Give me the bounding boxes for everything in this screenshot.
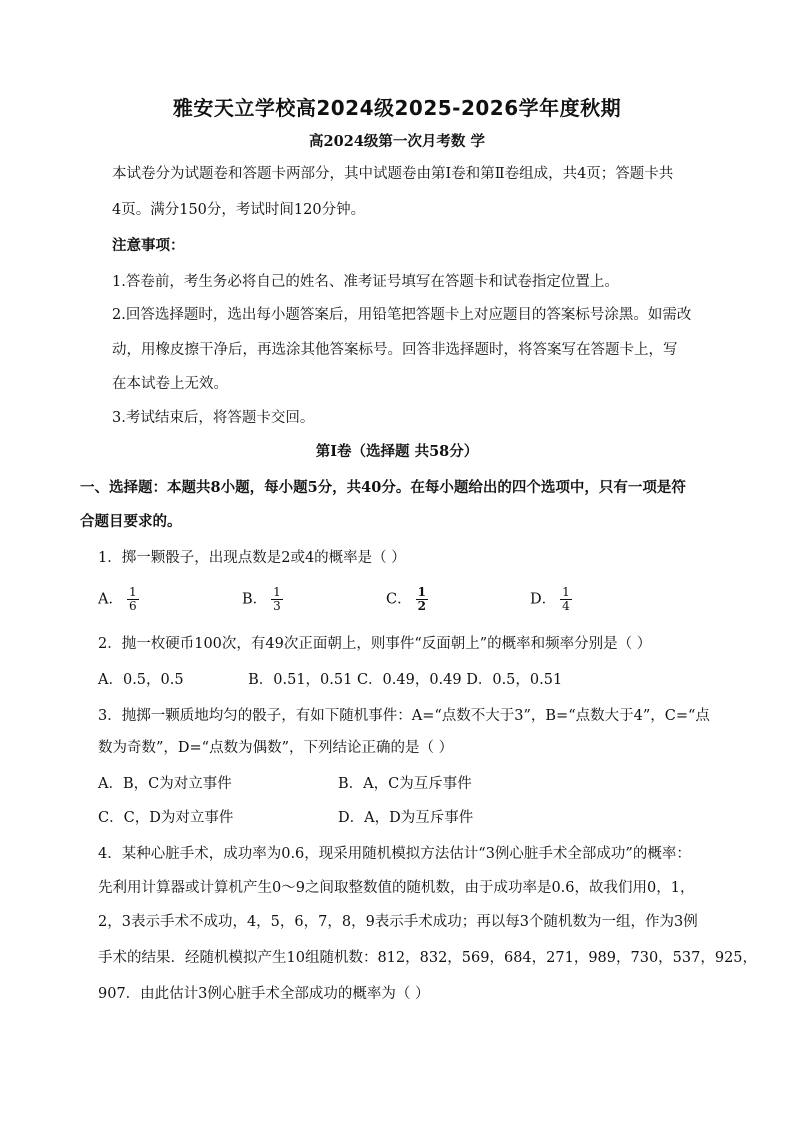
option-label: D． — [530, 591, 557, 608]
option-label: C． — [386, 591, 412, 608]
question-4-line-4: 手术的结果．经随机模拟产生10组随机数：812，832，569，684，271，989，730，537，925， — [98, 950, 758, 966]
intro-line-2: 4页。满分150分，考试时间120分钟。 — [112, 202, 366, 218]
question-1-option-d — [530, 586, 572, 613]
question-2-stem: 2．抛一枚硬币100次，有49次正面朝上，则事件“反面朝上”的概率和频率分别是（ ） — [98, 636, 652, 652]
intro-line-1: 本试卷分为试题卷和答题卡两部分，其中试题卷由第Ⅰ卷和第Ⅱ卷组成，共4页；答题卡共 — [112, 166, 674, 182]
question-4-line-3: 2，3表示手术不成功，4，5，6，7，8，9表示手术成功；再以每3个随机数为一组，作为3例 — [98, 914, 698, 930]
question-3-option-c: C．C，D为对立事件 — [98, 810, 234, 826]
question-1-option-b — [242, 586, 283, 613]
exam-title: 雅安天立学校高2024级2025-2026学年度秋期 — [172, 96, 622, 120]
notice-item-1: 1.答卷前，考生务必将自己的姓名、准考证号填写在答题卡和试卷指定位置上。 — [112, 274, 619, 290]
fraction: $\frac{1}{4}$ — [562, 585, 570, 613]
question-1-option-a — [98, 586, 139, 613]
notice-item-2-line-3: 在本试卷上无效。 — [112, 376, 228, 392]
question-1-option-c — [386, 586, 428, 613]
notice-item-2-line-2: 动，用橡皮擦干净后，再选涂其他答案标号。回答非选择题时，将答案写在答题卡上，写 — [112, 342, 678, 358]
part-one-heading-line-1: 一、选择题：本题共8小题，每小题5分，共40分。在每小题给出的四个选项中，只有一项是符 — [80, 479, 686, 496]
question-3-option-a: A．B，C为对立事件 — [98, 776, 232, 792]
fraction: $\frac{1}{2}$ — [417, 585, 426, 613]
question-1-stem: 1．掷一颗骰子，出现点数是2或4的概率是（ ） — [98, 550, 406, 566]
fraction: $\frac{1}{6}$ — [128, 585, 137, 613]
notice-heading: 注意事项： — [112, 237, 185, 254]
question-3-stem-line-1: 3．抛掷一颗质地均匀的骰子，有如下随机事件：A=“点数不大于3”，B=“点数大于4”，C=“点 — [98, 708, 710, 724]
option-label: B． — [242, 591, 268, 608]
question-3-option-d: D．A，D为互斥事件 — [338, 810, 474, 826]
option-label: A． — [98, 591, 123, 608]
question-3-stem-line-2: 数为奇数”，D=“点数为偶数”，下列结论正确的是（ ） — [98, 740, 454, 756]
question-4-line-5: 907．由此估计3例心脏手术全部成功的概率为（ ） — [98, 986, 430, 1002]
question-3-option-b: B．A，C为互斥事件 — [338, 776, 472, 792]
notice-item-2-line-1: 2.回答选择题时，选出每小题答案后，用铅笔把答题卡上对应题目的答案标号涂黑。如需改 — [112, 307, 692, 323]
question-4-line-1: 4．某种心脏手术，成功率为0.6，现采用随机模拟方法估计“3例心脏手术全部成功”的概率： — [98, 846, 691, 862]
exam-subtitle: 高2024级第一次月考数 学 — [309, 133, 485, 150]
section-title: 第Ⅰ卷（选择题 共58分） — [315, 443, 479, 460]
part-one-heading-line-2: 合题目要求的。 — [80, 513, 182, 530]
question-4-line-2: 先利用计算器或计算机产生0～9之间取整数值的随机数，由于成功率是0.6，故我们用0，1， — [98, 880, 695, 896]
notice-item-3: 3.考试结束后，将答题卡交回。 — [112, 410, 315, 426]
question-2-options: A．0.5，0.5 B．0.51，0.51 C．0.49，0.49 D．0.5，0.51 — [98, 672, 563, 688]
fraction: $\frac{1}{3}$ — [273, 585, 281, 613]
